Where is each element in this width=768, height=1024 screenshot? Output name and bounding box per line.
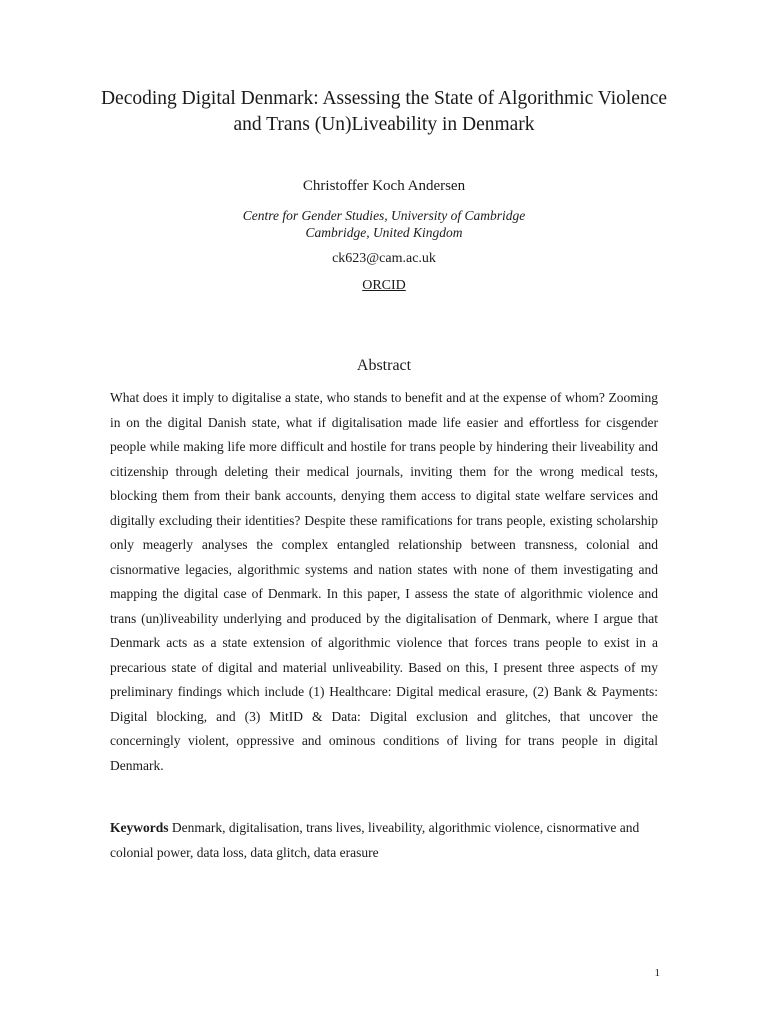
page-number: 1 — [654, 967, 660, 979]
affiliation-line-2: Cambridge, United Kingdom — [305, 225, 463, 240]
orcid-link[interactable]: ORCID — [362, 278, 406, 293]
keywords-paragraph — [110, 816, 658, 865]
affiliation-line-1: Centre for Gender Studies, University of Cambridge — [242, 208, 526, 223]
abstract-text: What does it imply to digitalise a state, who stands to benefit and at the expense of whom? Zooming in on the digital Danish state, what if digitalisation made life easier and effortless for cisgender people while making life more difficult and hostile for trans people by hindering their liveability and citizenship through deleting their medical journals, inviting them for the wrong medical tests, blocking them from their bank accounts, denying them access to digital state welfare services and digitally excluding their identities? Despite these ramifications for trans people, existing scholarship only meagerly analyses the complex entangled relationship between transness, colonial and cisnormative legacies, algorithmic systems and nation states with none of them investigating and mapping the digital case of Denmark. In this paper, I assess the state of algorithmic violence and trans (un)liveability underlying and produced by the digitalisation of Denmark, where I argue that Denmark acts as a state extension of algorithmic violence that forces trans people to exist in a precarious state of digital and material unliveability. Based on this, I present three aspects of my preliminary findings which include (1) Healthcare: Digital medical erasure, (2) Bank & Payments: Digital blocking, and (3) MitID & Data: Digital exclusion and glitches, that uncover the concerningly violent, oppressive and ominous conditions of living for trans people in digital Denmark. — [110, 390, 658, 773]
abstract-heading: Abstract — [356, 357, 412, 374]
author-affiliation — [0, 207, 768, 241]
orcid-container — [0, 277, 768, 295]
keywords-label: Keywords — [110, 820, 169, 835]
author-name: Christoffer Koch Andersen — [302, 178, 466, 194]
paper-title: Decoding Digital Denmark: Assessing the State of Algorithmic Violence and Trans (Un)Liveability in Denmark — [100, 88, 668, 135]
author-email: ck623@cam.ac.uk — [332, 251, 436, 266]
keywords-list: Denmark, digitalisation, trans lives, liveability, algorithmic violence, cisnormative and colonial power, data loss, data glitch, data erasure — [110, 820, 640, 860]
